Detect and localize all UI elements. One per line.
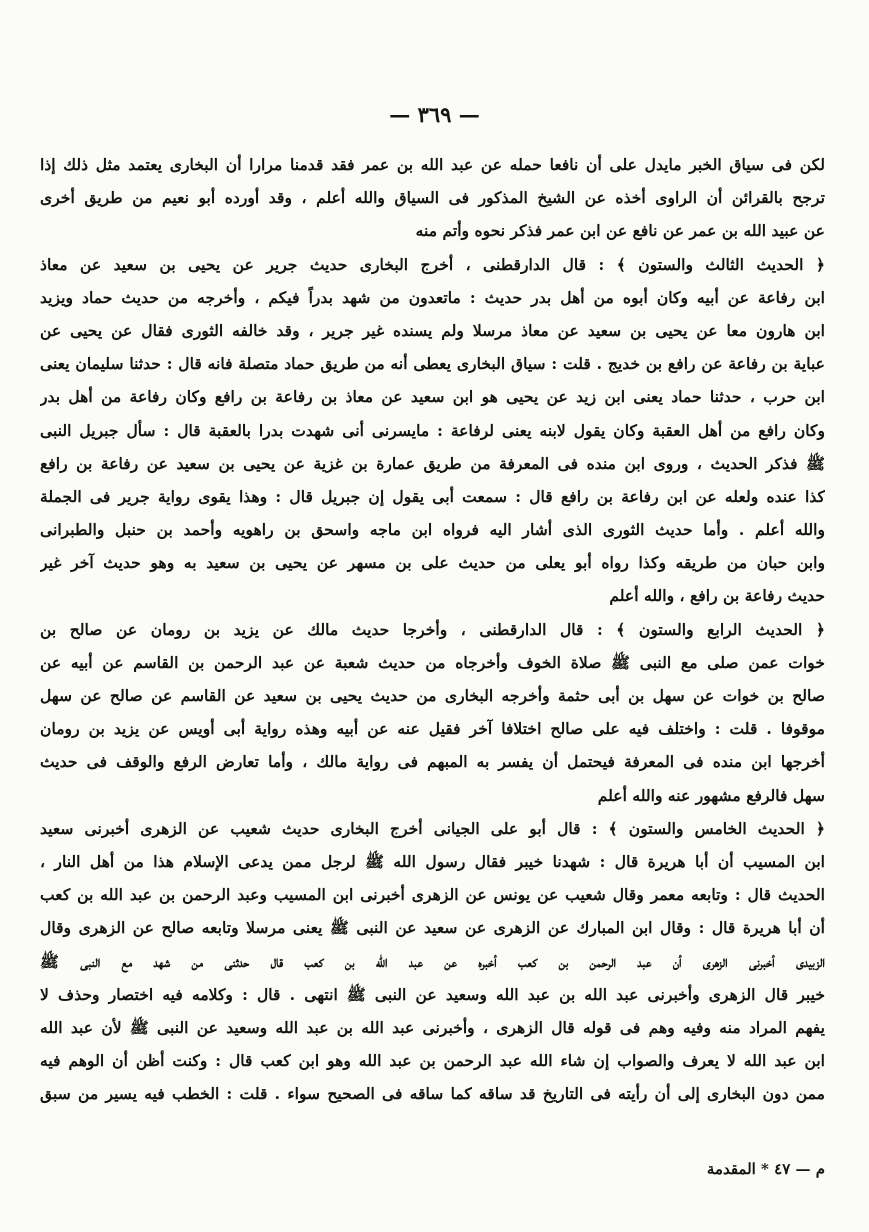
body-text [40, 148, 825, 1110]
text-line: ﴿ الحديث الخامس والستون ﴾ : قال أبو على الجيانى أخرج البخارى حديث شعيب عن الزهرى أخبرنى سعيد [40, 818, 825, 838]
text-line: وابن حبان من طريقه وكذا رواه أبو يعلى من حديث على بن مسهر عن يحيى بن سعيد به وهو حديث آخر غير [40, 553, 825, 573]
footer-signature: م — ٤٧ * المقدمة [706, 1160, 825, 1178]
text-line: أخرجها ابن منده فى المعرفة فيحتمل أن يفسر به المبهم فى رواية مالك ، وأما تعارض الرفع والوقف فى حديث [40, 752, 825, 772]
text-line: موقوفا . قلت : واختلف فيه على صالح اختلافا آخر فقيل عنه عن أبيه وهذه رواية أبى أويس عن يزيد بن رومان [40, 719, 825, 739]
text-line: سهل فالرفع مشهور عنه والله أعلم [597, 785, 825, 805]
text-line: كذا عنده ولعله عن ابن رفاعة بن رافع قال : سمعت أبى يقول إن جبريل قال : وهذا يقوى رواية جرير فى الجملة [40, 486, 825, 506]
text-line: ابن المسيب أن أبا هريرة قال : شهدنا خيبر فقال رسول الله ﷺ لرجل ممن يدعى الإسلام هذا من أهل النار ، [40, 851, 825, 871]
text-line: ممن دون البخارى إلى أن رأيته فى التاريخ قد ساقه كما ساقه فى الصحيح سواء . قلت : الخطب فيه يسير من سبق [40, 1084, 825, 1104]
text-line: والله أعلم . وأما حديث الثورى الذى أشار اليه فرواه ابن ماجه واسحق بن راهويه وأحمد بن حنبل والطبرانى [40, 520, 825, 540]
text-line: ترجح بالقرائن أن الراوى أخذه عن الشيخ المذكور فى السياق والله أعلم ، وقد أورده أبو نعيم من طريق أخرى [40, 188, 825, 208]
text-line: أن أبا هريرة قال : وقال ابن المبارك عن الزهرى عن سعيد عن النبى ﷺ يعنى مرسلا وتابعه صالح عن الزهرى وقال [40, 918, 825, 938]
text-line: الزبيدى أخبرنى الزهرى أن عبد الرحمن بن كعب أخبره عن عبد الله بن كعب قال حدثنى من شهد مع النبى ﷺ [40, 951, 825, 971]
text-line: يفهم المراد منه وفيه وهم فى قوله قال الزهرى ، وأخبرنى عبد الله بن عبد الله وسعيد عن النبى ﷺ لأن عبد الله [40, 1017, 825, 1037]
text-line: ابن هارون معا عن يحيى بن سعيد عن معاذ مرسلا ولم يسنده غير جرير ، وقد خالفه الثورى فقال عن يحيى عن [40, 320, 825, 340]
text-line: صالح بن خوات عن سهل بن أبى حثمة وأخرجه البخارى من حديث يحيى بن سعيد عن القاسم عن صالح عن سهل [40, 686, 825, 705]
text-line: ﷺ فذكر الحديث ، وروى ابن منده فى المعرفة من طريق عمارة بن غزية عن يحيى بن سعيد عن رفاعة بن رافع [40, 453, 825, 473]
text-line: وكان رافع من أهل العقبة وكان يقول لابنه يعنى لرفاعة : مايسرنى أنى شهدت بدرا بالعقبة قال : سأل جبريل النبى [40, 420, 825, 440]
text-line: ﴿ الحديث الرابع والستون ﴾ : قال الدارقطنى ، وأخرجا حديث مالك عن يزيد بن رومان عن صالح بن [40, 619, 825, 639]
text-line: لكن فى سياق الخبر مايدل على أن نافعا حمله عن عبد الله بن عمر فقد قدمنا مرارا أن البخارى يعتمد مثل ذلك إذا [40, 155, 825, 174]
text-line: خوات عمن صلى مع النبى ﷺ صلاة الخوف وأخرجاه من حديث شعبة عن عبد الرحمن بن القاسم عن أبيه عن [40, 652, 825, 672]
page-number: — ٣٦٩ — [389, 102, 480, 127]
text-line: ﴿ الحديث الثالث والستون ﴾ : قال الدارقطنى ، أخرج البخارى حديث جرير عن يحيى بن سعيد عن معاذ [40, 254, 825, 274]
text-line: ابن عبد الله لا يعرف والصواب إن شاء الله عبد الرحمن بن عبد الله وهو ابن كعب قال : وكنت أظن أن الوهم فيه [40, 1051, 825, 1071]
text-line: عباية بن رفاعة عن رافع بن خديج . قلت : سياق البخارى يعطى أنه من طريق حماد متصلة فانه قال : حدثنا سليمان يعنى [40, 354, 825, 374]
text-line: الحديث قال : وتابعه معمر وقال شعيب عن يونس عن الزهرى أخبرنى ابن المسيب وعبد الرحمن بن عبد الله بن كعب [40, 885, 825, 905]
text-line: عن عبيد الله بن عمر عن نافع عن ابن عمر فذكر نحوه وأتم منه [415, 221, 825, 241]
text-line: ابن حرب ، حدثنا حماد يعنى ابن زيد عن يحيى هو ابن سعيد عن معاذ بن رفاعة بن رافع وكان رفاعة من أهل بدر [40, 387, 825, 407]
text-line: خيبر قال الزهرى وأخبرنى عبد الله بن عبد الله وسعيد عن النبى ﷺ انتهى . قال : وكلامه فيه اختصار وحذف لا [40, 984, 825, 1004]
text-line: ابن رفاعة عن أبيه وكان أبوه من أهل بدر حديث : ماتعدون من شهد بدراً فيكم ، وأخرجه من حديث حماد ويزيد [40, 287, 825, 307]
text-line: حديث رفاعة بن رافع ، والله أعلم [609, 586, 825, 606]
